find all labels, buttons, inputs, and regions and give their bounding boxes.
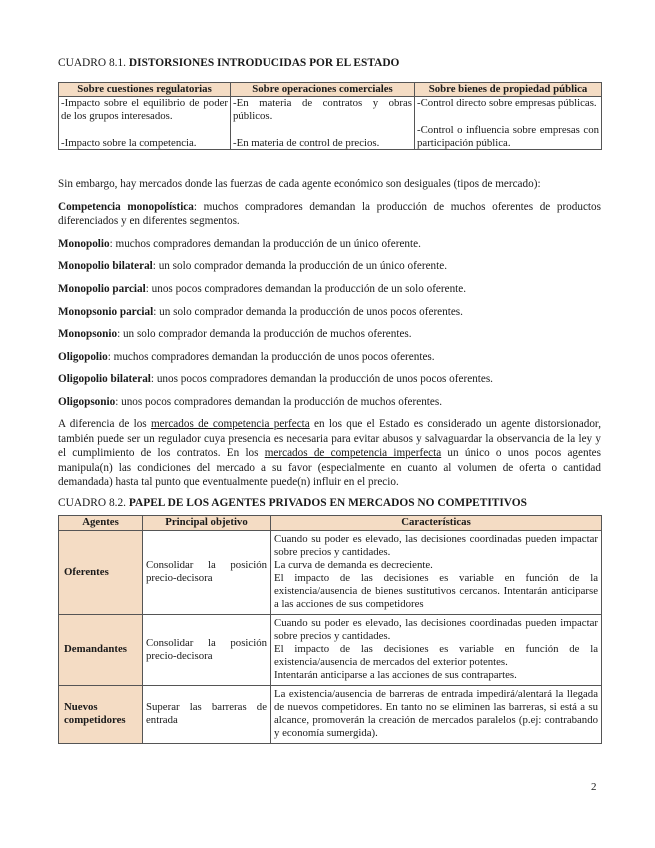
characteristic-item: Cuando su poder es elevado, las decisiones coordinadas pueden impactar sobre precios y cantidades. [274,617,598,643]
page-number: 2 [591,781,597,793]
characteristics-cell [271,615,602,686]
cuadro-8-1-label: CUADRO 8.1. [58,57,127,69]
cell-item: -Control directo sobre empresas públicas. [417,97,597,109]
definition-term: Competencia monopolística [58,200,194,213]
definition-text: : unos pocos compradores demandan la producción de muchos oferentes. [115,395,443,408]
table-header-row [59,516,602,531]
cell-item: -Impacto sobre la competencia. [61,136,197,149]
definition-text: : muchos compradores demandan la producción de unos pocos oferentes. [107,350,435,363]
characteristic-item: El impacto de las decisiones es variable en función de la existencia/ausencia de mercados del exterior potentes. [274,643,598,669]
cuadro-8-2-label: CUADRO 8.2. [58,497,127,510]
cuadro-8-2-caption [58,496,601,510]
definition-term: Monopolio [58,237,110,250]
definition-text: : muchos compradores demandan la producción de un único oferente. [109,237,421,250]
cuadro-8-2-title: PAPEL DE LOS AGENTES PRIVADOS EN MERCADOS NO COMPETITIVOS [128,497,527,510]
header-agentes: Agentes [59,516,143,531]
closing-paragraph [58,417,601,489]
characteristics-cell [271,686,602,744]
definition-term: Monopsonio parcial [58,305,154,318]
header-caracteristicas: Características [271,516,602,531]
definition-monopsonio [58,327,601,341]
definition-text: : un solo comprador demanda la producción de unos pocos oferentes. [153,305,463,318]
table-cell [59,97,231,150]
definition-term: Oligopolio bilateral [58,373,151,386]
definition-text: : unos pocos compradores demandan la producción de unos pocos oferentes. [150,373,493,386]
definition-text: : unos pocos compradores demandan la producción de un solo oferente. [145,282,467,295]
definition-monopsonio-parcial [58,305,601,319]
definition-term: Monopolio parcial [58,282,146,295]
header-regulatorias: Sobre cuestiones regulatorias [59,83,231,97]
table-row [59,615,602,686]
characteristic-item: El impacto de las decisiones es variable en función de la existencia/ausencia de bienes sustitutivos cercanos. Intentarán anticiparse a las acciones de sus competidores [274,572,598,611]
closing-text: un único o unos pocos agentes manipula(n) las condiciones del mercado a su favor (especialmente en cuanto al volumen de oferta o cantidad demandada) hasta tal punto que eventualmente puede(n) influir en el precio. [58,447,601,488]
objective-cell: Consolidar la posición precio-decisora [143,531,271,615]
definition-monopolio-bilateral [58,259,601,273]
header-comerciales: Sobre operaciones comerciales [231,83,415,97]
cell-item: -En materia de control de precios. [233,136,380,149]
definition-competencia-monopolistica [58,200,601,229]
cuadro-8-1-caption [58,56,601,70]
table-header-row [59,83,602,97]
closing-text: A diferencia de los [58,418,151,431]
intro-paragraph: Sin embargo, hay mercados donde las fuerzas de cada agente económico son desiguales (tipos de mercado): [58,178,541,191]
cuadro-8-2-table [58,515,602,744]
agent-nuevos-competidores: Nuevos competidores [59,686,143,744]
cuadro-8-1-title: DISTORSIONES INTRODUCIDAS POR EL ESTADO [128,57,400,69]
characteristic-item: La curva de demanda es decreciente. [274,559,433,572]
definition-term: Monopolio bilateral [58,260,153,273]
definition-oligopolio [58,350,601,364]
page-content [58,56,601,744]
link-competencia-imperfecta[interactable]: mercados de competencia imperfecta [264,447,442,460]
characteristics-cell [271,531,602,615]
definition-oligopolio-bilateral [58,372,601,386]
link-competencia-perfecta[interactable]: mercados de competencia perfecta [150,418,310,431]
agent-demandantes: Demandantes [59,615,143,686]
definition-monopolio-parcial [58,282,601,296]
table-row [59,531,602,615]
definition-oligopsonio [58,395,601,409]
cuadro-8-1-table [58,82,602,150]
definition-text: : muchos compradores demandan la producción de muchos oferentes de productos diferenciados y en diferentes segmentos. [58,200,601,228]
characteristic-item: Intentarán anticiparse a las acciones de sus contrapartes. [274,669,517,682]
characteristic-item: La existencia/ausencia de barreras de entrada impedirá/alentará la llegada de nuevos competidores. En tanto no se eliminen las barreras, si está a su alcance, promoverán la creación de mercados paralelos (p.ej: contrabando y economía sumergida). [274,688,598,740]
table-row [59,97,602,150]
table-cell [415,97,602,150]
agent-oferentes: Oferentes [59,531,143,615]
header-propiedad-publica: Sobre bienes de propiedad pública [415,83,602,97]
closing-text: en los que el Estado es considerado un agente distorsionador, también puede ser un regulador cuya presencia es necesaria para evitar abusos y salvaguardar la observancia de la ley y el cumplimiento de los contratos. En los [58,418,602,460]
cell-item: -Impacto sobre el equilibrio de poder de los grupos interesados. [61,97,228,122]
objective-cell: Superar las barreras de entrada [143,686,271,744]
definition-text: : un solo comprador demanda la producción de un único oferente. [152,260,447,273]
table-cell [231,97,415,150]
definition-term: Oligopsonio [58,395,116,408]
header-principal-objetivo: Principal objetivo [143,516,271,531]
cell-item: -Control o influencia sobre empresas con participación pública. [417,123,599,149]
definition-monopolio [58,237,601,251]
cell-item: -En materia de contratos y obras públicos. [233,97,412,122]
definition-term: Oligopolio [58,350,108,363]
characteristic-item: Cuando su poder es elevado, las decisiones coordinadas pueden impactar sobre precios y cantidades. [274,533,598,559]
objective-cell: Consolidar la posición precio-decisora [143,615,271,686]
table-row [59,686,602,744]
definition-text: : un solo comprador demanda la producción de muchos oferentes. [117,328,412,341]
definition-term: Monopsonio [58,328,118,341]
